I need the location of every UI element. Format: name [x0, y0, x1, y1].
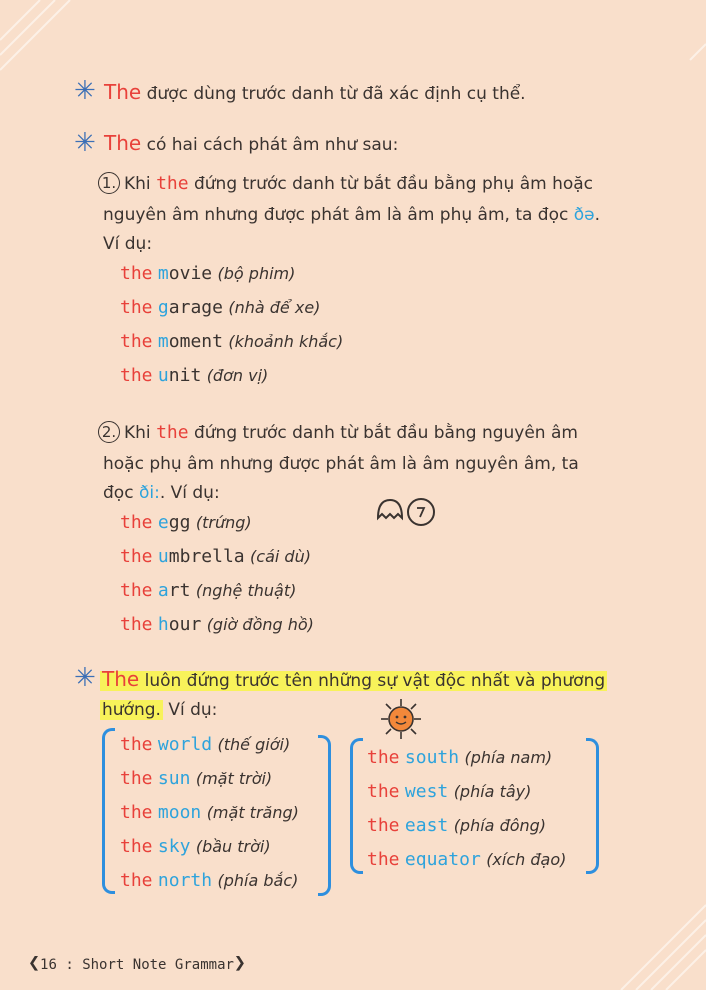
number-circle: 2.: [98, 421, 120, 443]
left-bracket: [102, 728, 115, 894]
cracked-egg-icon: [374, 494, 438, 530]
rule-1: [104, 80, 526, 106]
rule-3-line-2: hướng. Ví dụ:: [102, 700, 218, 720]
example-item: the art (nghệ thuật): [120, 580, 297, 601]
unique-item: the north (phía bắc): [120, 870, 299, 891]
case-1-line-2: nguyên âm nhưng được phát âm là âm phụ âm, ta đọc ðə.: [103, 205, 601, 225]
case-2-the: the: [156, 422, 189, 443]
example-item: the movie (bộ phim): [120, 263, 296, 284]
example-item: the unit (đơn vị): [120, 365, 269, 386]
asterisk-icon: ✳: [74, 128, 96, 158]
rule-1-text: được dùng trước danh từ đã xác định cụ thể.: [141, 84, 526, 104]
unique-item: the sun (mặt trời): [120, 768, 273, 789]
rule-3-the: The: [102, 667, 140, 691]
example-item: the egg (trứng): [120, 512, 252, 533]
example-item: the garage (nhà để xe): [120, 297, 321, 318]
chevron-right-icon: ❯: [233, 950, 246, 974]
page-number: 16: [40, 957, 57, 973]
rule-2-the: The: [104, 131, 142, 155]
direction-item: the west (phía tây): [367, 781, 532, 802]
case-2-line-3: đọc ði:. Ví dụ:: [103, 483, 220, 503]
asterisk-icon: ✳: [74, 76, 96, 106]
unique-item: the moon (mặt trăng): [120, 802, 299, 823]
case-1-line-1: 1. Khi the đứng trước danh từ bắt đầu bằng phụ âm hoặc: [98, 172, 593, 196]
rule-1-the: The: [104, 80, 142, 104]
case-1-the: the: [156, 173, 189, 194]
example-item: the moment (khoảnh khắc): [120, 331, 344, 352]
case-1-line-3: Ví dụ:: [103, 234, 153, 254]
page-footer: ❮16 : Short Note Grammar❯: [28, 950, 246, 974]
direction-item: the east (phía đông): [367, 815, 547, 836]
pronunciation-thee: ði:: [138, 483, 160, 503]
unique-item: the sky (bầu trời): [120, 836, 271, 857]
direction-item: the equator (xích đạo): [367, 849, 567, 870]
rule-2-text: có hai cách phát âm như sau:: [141, 135, 399, 155]
chevron-left-icon: ❮: [28, 950, 41, 974]
example-item: the hour (giờ đồng hồ): [120, 614, 314, 635]
left-group-right-bracket: [318, 735, 331, 896]
direction-item: the south (phía nam): [367, 747, 553, 768]
unique-item: the world (thế giới): [120, 734, 291, 755]
number-circle: 1.: [98, 172, 120, 194]
right-bracket: [586, 738, 599, 874]
rule-2: [104, 131, 398, 157]
pronunciation-the: ðə: [573, 205, 595, 225]
rule-3-line-1: The luôn đứng trước tên những sự vật độc nhất và phương: [102, 667, 606, 691]
case-2-line-2: hoặc phụ âm nhưng được phát âm là âm nguyên âm, ta: [103, 454, 579, 474]
case-2-line-1: 2. Khi the đứng trước danh từ bắt đầu bằng nguyên âm: [98, 421, 578, 445]
asterisk-icon: ✳: [74, 663, 96, 693]
right-group-left-bracket: [350, 738, 363, 874]
sun-icon: [380, 698, 422, 740]
example-item: the umbrella (cái dù): [120, 546, 311, 567]
book-title: Short Note Grammar: [82, 957, 234, 973]
